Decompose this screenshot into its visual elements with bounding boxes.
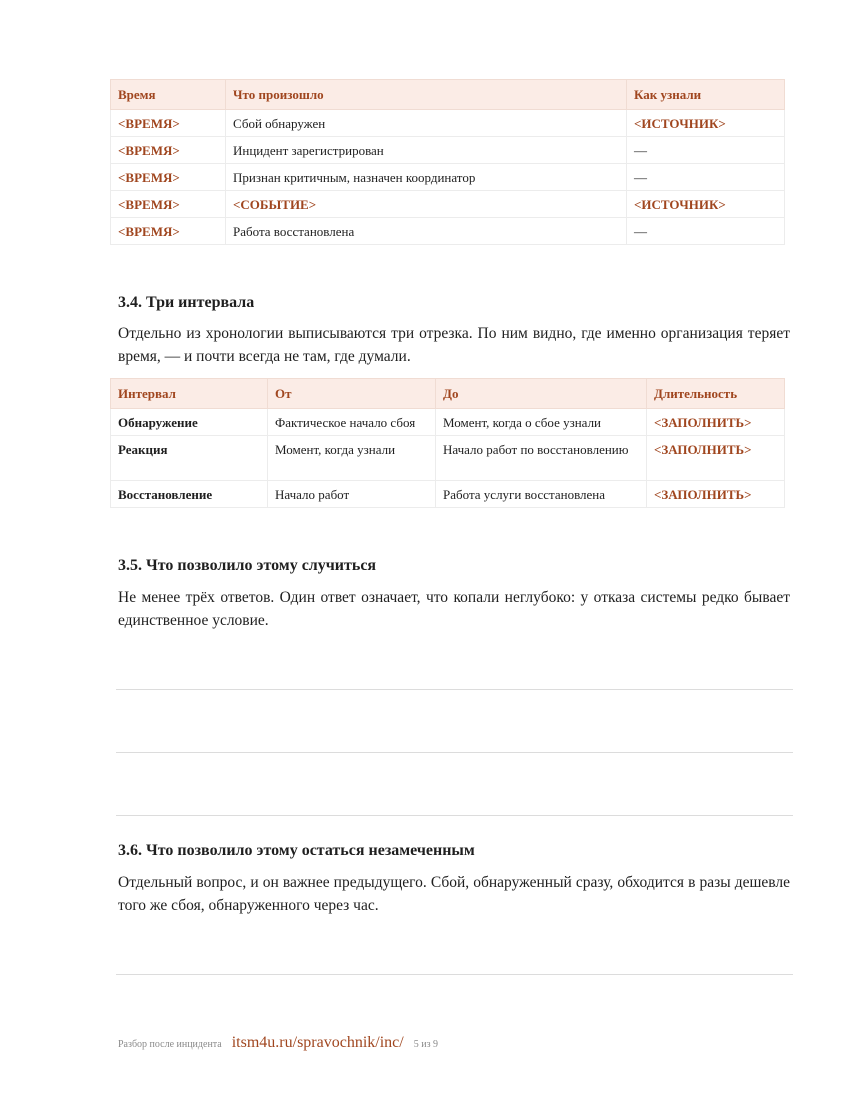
- table-cell: Фактическое начало сбоя: [268, 409, 436, 436]
- table-cell: Реакция: [111, 436, 268, 481]
- table-cell: <ВРЕМЯ>: [111, 137, 226, 164]
- section-paragraph: Отдельный вопрос, и он важнее предыдущего. Сбой, обнаруженный сразу, обходится в разы дешевле того же сбоя, обнаруженного через час.: [118, 874, 790, 914]
- table-cell: Момент, когда о сбое узнали: [436, 409, 647, 436]
- table-cell: <ВРЕМЯ>: [111, 110, 226, 137]
- table-cell: <ЗАПОЛНИТЬ>: [647, 409, 785, 436]
- table-cell: <СОБЫТИЕ>: [226, 191, 627, 218]
- section-heading: 3.5. Что позволило этому случиться: [118, 557, 377, 574]
- column-header: До: [436, 379, 647, 409]
- timeline-table: [110, 79, 785, 245]
- table-row: [111, 409, 785, 436]
- table-cell: —: [627, 137, 785, 164]
- table-cell: Признан критичным, назначен координатор: [226, 164, 627, 191]
- table-cell: <ЗАПОЛНИТЬ>: [647, 481, 785, 508]
- table-row: [111, 110, 785, 137]
- answer-line: [116, 689, 793, 690]
- column-header: Интервал: [111, 379, 268, 409]
- column-header: Как узнали: [627, 80, 785, 110]
- table-row: [111, 436, 785, 481]
- table-row: [111, 191, 785, 218]
- column-header: Длительность: [647, 379, 785, 409]
- section-paragraph: Не менее трёх ответов. Один ответ означает, что копали неглубоко: у отказа системы редко бывает единственное условие.: [118, 589, 790, 629]
- table-cell: <ВРЕМЯ>: [111, 218, 226, 245]
- table-cell: Работа восстановлена: [226, 218, 627, 245]
- column-header: От: [268, 379, 436, 409]
- table-cell: <ИСТОЧНИК>: [627, 191, 785, 218]
- table-cell: —: [627, 218, 785, 245]
- section-heading: 3.6. Что позволило этому остаться незамеченным: [118, 842, 475, 859]
- table-cell: <ВРЕМЯ>: [111, 164, 226, 191]
- answer-line: [116, 815, 793, 816]
- page-footer: [118, 1034, 438, 1052]
- table-cell: Сбой обнаружен: [226, 110, 627, 137]
- table-cell: Момент, когда узнали: [268, 436, 436, 481]
- table-cell: <ВРЕМЯ>: [111, 191, 226, 218]
- section-heading: 3.4. Три интервала: [118, 294, 255, 311]
- footer-link[interactable]: itsm4u.ru/spravochnik/inc/: [231, 1034, 404, 1051]
- table-row: [111, 164, 785, 191]
- table-cell: <ИСТОЧНИК>: [627, 110, 785, 137]
- footer-document-name: Разбор после инцидента: [118, 1039, 222, 1050]
- column-header: Что произошло: [226, 80, 627, 110]
- table-row: [111, 218, 785, 245]
- table-cell: Восстановление: [111, 481, 268, 508]
- column-header: Время: [111, 80, 226, 110]
- section-paragraph: Отдельно из хронологии выписываются три отрезка. По ним видно, где именно организация теряет время, — и почти всегда не там, где думали.: [118, 325, 790, 365]
- table-header-row: [111, 379, 785, 409]
- answer-line: [116, 752, 793, 753]
- footer-page-number: 5 из 9: [413, 1039, 439, 1050]
- answer-line: [116, 974, 793, 975]
- table-cell: Инцидент зарегистрирован: [226, 137, 627, 164]
- table-row: [111, 481, 785, 508]
- table-cell: —: [627, 164, 785, 191]
- intervals-table: [110, 378, 785, 508]
- table-header-row: [111, 80, 785, 110]
- table-cell: Работа услуги восстановлена: [436, 481, 647, 508]
- table-cell: Начало работ: [268, 481, 436, 508]
- table-row: [111, 137, 785, 164]
- table-cell: Начало работ по восстановлению: [436, 436, 647, 481]
- table-cell: <ЗАПОЛНИТЬ>: [647, 436, 785, 481]
- table-cell: Обнаружение: [111, 409, 268, 436]
